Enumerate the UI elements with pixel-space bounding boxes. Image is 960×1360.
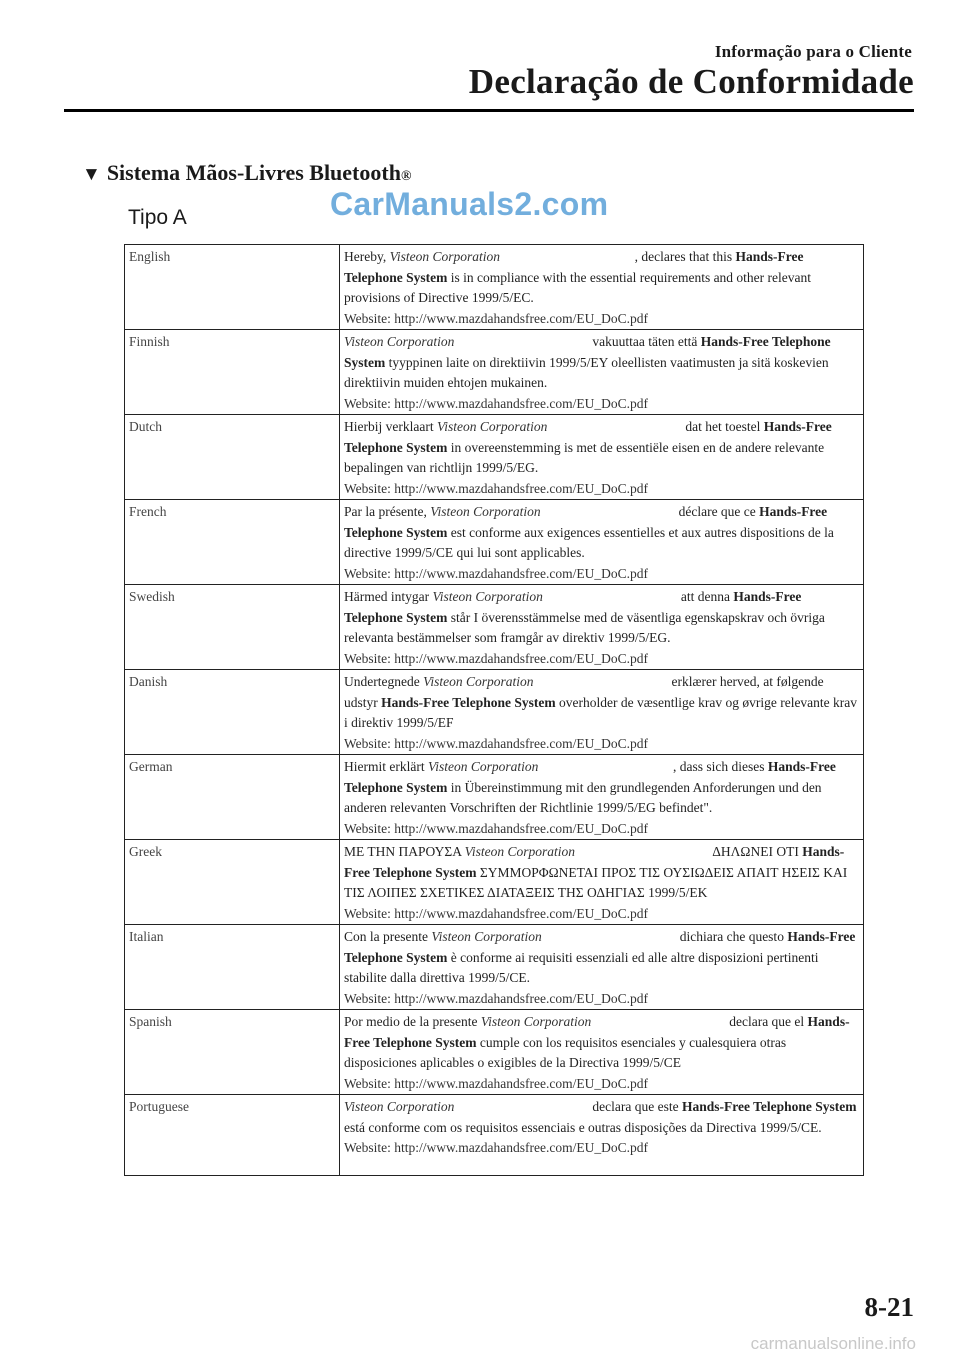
declaration-body: overholder de væsentlige krav og øvrige relevante krav i direktiv 1999/5/EF	[344, 694, 858, 730]
declaration-verb: vakuuttaa täten että	[589, 334, 701, 349]
product-name: Hands-Free Telephone System	[344, 929, 856, 965]
language-cell: Dutch	[125, 415, 340, 500]
watermark-footer: carmanualsonline.info	[750, 1334, 916, 1353]
website-link[interactable]: Website: http://www.mazdahandsfree.com/EU_DoC.pdf	[344, 905, 648, 921]
product-name: Hands-Free Telephone System	[344, 1014, 850, 1050]
table-row	[125, 585, 864, 670]
declaration-verb: att denna	[677, 589, 734, 604]
declaration-intro: Por medio de la presente	[344, 1014, 481, 1029]
declaration-body: tyyppinen laite on direktiivin 1999/5/EY oleellisten vaatimusten ja sitä koskevien direktiivin muiden ehtojen mukainen.	[344, 354, 829, 390]
website-link[interactable]: Website: http://www.mazdahandsfree.com/EU_DoC.pdf	[344, 565, 648, 581]
language-cell: Italian	[125, 925, 340, 1010]
company-name: Visteon Corporation	[423, 674, 534, 689]
table-row	[125, 330, 864, 415]
language-cell: German	[125, 755, 340, 840]
declaration-body: cumple con los requisitos esenciales y cualesquiera otras disposiciones aplicables o exigibles de la Directiva 1999/5/CE	[344, 1034, 787, 1070]
product-name: Hands-Free Telephone System	[381, 694, 556, 710]
declaration-body: è conforme ai requisiti essenziali ed alle altre disposizioni pertinenti stabilite dalla direttiva 1999/5/CE.	[344, 949, 819, 985]
company-name: Visteon Corporation	[344, 1099, 455, 1114]
company-name: Visteon Corporation	[389, 249, 500, 264]
declaration-cell	[340, 415, 864, 500]
section-title-text: Sistema Mãos-Livres Bluetooth	[106, 160, 401, 185]
declaration-verb: dichiara che questo	[676, 929, 788, 944]
language-cell: French	[125, 500, 340, 585]
declaration-intro: Härmed intygar	[344, 589, 433, 604]
website-link[interactable]: Website: http://www.mazdahandsfree.com/EU_DoC.pdf	[344, 395, 648, 411]
product-name: Hands-Free Telephone System	[681, 1099, 857, 1114]
language-cell: Finnish	[125, 330, 340, 415]
product-name: Hands-Free Telephone System	[344, 504, 828, 540]
declaration-verb: ΔΗΛΩΝΕΙ ΟΤΙ	[709, 844, 803, 859]
company-name: Visteon Corporation	[427, 759, 539, 774]
watermark-logo: CarManuals2.com	[330, 186, 609, 222]
language-cell: English	[125, 245, 340, 330]
header-divider	[64, 109, 914, 112]
website-link[interactable]: Website: http://www.mazdahandsfree.com/EU_DoC.pdf	[344, 1140, 648, 1155]
company-name: Visteon Corporation	[464, 844, 575, 859]
declaration-cell	[340, 500, 864, 585]
product-name: Hands-Free Telephone System	[344, 334, 831, 370]
website-link[interactable]: Website: http://www.mazdahandsfree.com/EU_DoC.pdf	[344, 480, 648, 496]
declaration-cell	[340, 755, 864, 840]
table-row	[125, 840, 864, 925]
declaration-body: in Übereinstimmung mit den grundlegenden Anforderungen und den anderen relevanten Vorschriften der Richtlinie 1999/5/EG befindet".	[344, 779, 822, 815]
declaration-verb: declara que el	[725, 1014, 808, 1029]
company-name: Visteon Corporation	[480, 1014, 592, 1029]
table-row	[125, 1095, 864, 1176]
declaration-cell	[340, 245, 864, 330]
website-link[interactable]: Website: http://www.mazdahandsfree.com/EU_DoC.pdf	[344, 820, 648, 836]
table-row	[125, 755, 864, 840]
language-cell: Danish	[125, 670, 340, 755]
declaration-intro: Con la presente	[344, 929, 432, 944]
declaration-cell	[340, 1095, 864, 1176]
declaration-cell	[340, 670, 864, 755]
company-name: Visteon Corporation	[436, 419, 548, 434]
table-row	[125, 415, 864, 500]
website-link[interactable]: Website: http://www.mazdahandsfree.com/EU_DoC.pdf	[344, 735, 648, 751]
declaration-intro: Hiermit erklärt	[344, 759, 428, 774]
table-row	[125, 670, 864, 755]
header-subtitle: Informação para o Cliente	[714, 42, 912, 61]
declaration-body: ΣΥΜΜΟΡΦΩΝΕΤΑΙ ΠΡΟΣ ΤΙΣ ΟΥΣΙΩΔΕΙΣ ΑΠΑΙΤ ΗΣΕΙΣ ΚΑΙ ΤΙΣ ΛΟΙΠΕΣ ΣΧΕΤΙΚΕΣ ΔΙΑΤΑΞΕΙΣ ΤΗΣ ΟΔΗΓΙΑΣ 1999/5/ΕΚ	[344, 864, 848, 900]
declaration-body: står I överensstämmelse med de väsentliga egenskapskrav och övriga relevanta bestämmelser som framgår av direktiv 1999/5/EG.	[344, 609, 825, 645]
language-cell: Portuguese	[125, 1095, 340, 1176]
declaration-cell	[340, 330, 864, 415]
declaration-verb: dat het toestel	[681, 419, 764, 434]
declaration-intro: ΜΕ ΤΗΝ ΠΑΡΟΥΣΑ	[344, 844, 465, 859]
declaration-cell	[340, 585, 864, 670]
website-link[interactable]: Website: http://www.mazdahandsfree.com/EU_DoC.pdf	[344, 990, 648, 1006]
registered-trademark-mark: ®	[400, 169, 412, 184]
declaration-verb: déclare que ce	[675, 504, 760, 519]
company-name: Visteon Corporation	[431, 929, 542, 944]
declaration-verb: , declares that this	[634, 249, 736, 264]
declaration-body: is in compliance with the essential requirements and other relevant provisions of Directive 1999/5/EC.	[344, 269, 812, 305]
website-link[interactable]: Website: http://www.mazdahandsfree.com/EU_DoC.pdf	[344, 1075, 648, 1091]
table-row	[125, 500, 864, 585]
declaration-cell	[340, 1010, 864, 1095]
declaration-body: in overeenstemming is met de essentiële eisen en de andere relevante bepalingen van richtlijn 1999/5/EG.	[344, 439, 825, 475]
page-title: Declaração de Conformidade	[468, 62, 914, 101]
website-link[interactable]: Website: http://www.mazdahandsfree.com/EU_DoC.pdf	[344, 310, 648, 326]
declaration-intro: Undertegnede	[344, 674, 424, 689]
product-name: Hands-Free Telephone System	[344, 249, 804, 285]
triangle-down-icon: ▼	[82, 164, 101, 185]
table-row	[125, 1010, 864, 1095]
subsection-title: Tipo A	[128, 206, 187, 229]
section-title	[82, 160, 411, 186]
company-name: Visteon Corporation	[344, 334, 455, 349]
declaration-table	[124, 244, 864, 1176]
page-number: 8-21	[864, 1292, 914, 1322]
website-link[interactable]: Website: http://www.mazdahandsfree.com/EU_DoC.pdf	[344, 650, 648, 666]
table-row	[125, 925, 864, 1010]
declaration-verb: erklærer herved, at følgende udstyr	[344, 674, 824, 710]
declaration-verb: declara que este	[589, 1099, 682, 1114]
declaration-intro: Par la présente,	[344, 504, 431, 519]
product-name: Hands-Free Telephone System	[344, 844, 845, 880]
company-name: Visteon Corporation	[430, 504, 541, 519]
declaration-verb: , dass sich dieses	[672, 759, 768, 774]
company-name: Visteon Corporation	[432, 589, 543, 604]
table-row	[125, 245, 864, 330]
declaration-intro: Hereby,	[344, 249, 390, 264]
product-name: Hands-Free Telephone System	[344, 759, 836, 795]
language-cell: Greek	[125, 840, 340, 925]
declaration-intro: Hierbij verklaart	[344, 419, 437, 434]
product-name: Hands-Free Telephone System	[344, 419, 832, 455]
declaration-body: está conforme com os requisitos essenciais e outras disposições da Directiva 1999/5/CE.	[344, 1119, 822, 1135]
declaration-body: est conforme aux exigences essentielles et aux autres dispositions de la directive 1999/5/CE qui lui sont applicables.	[344, 524, 834, 560]
declaration-cell	[340, 925, 864, 1010]
language-cell: Swedish	[125, 585, 340, 670]
declaration-cell	[340, 840, 864, 925]
language-cell: Spanish	[125, 1010, 340, 1095]
product-name: Hands-Free Telephone System	[344, 589, 802, 625]
